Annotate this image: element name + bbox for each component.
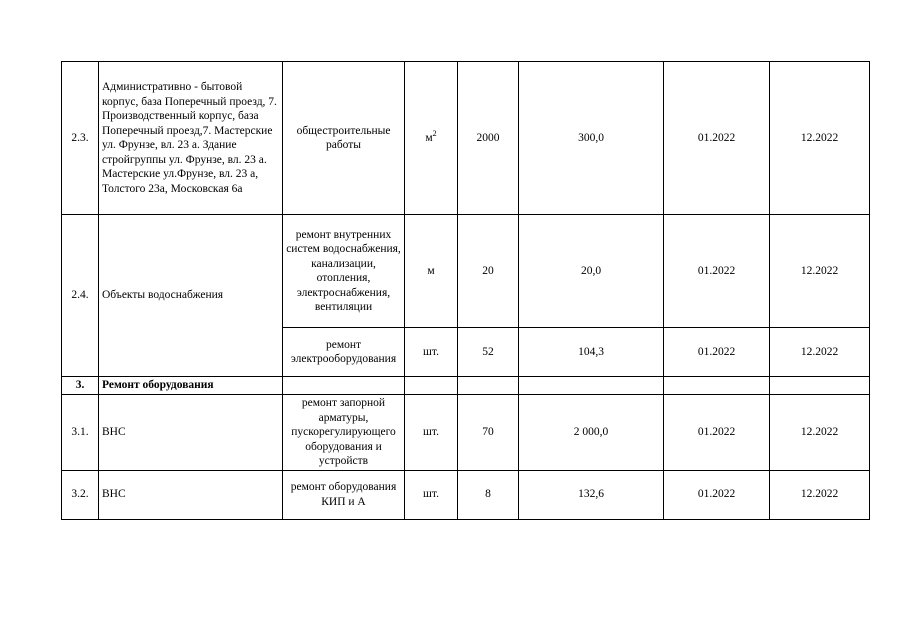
empty-cell [770, 377, 870, 395]
end-date: 12.2022 [770, 328, 870, 377]
quantity: 2000 [458, 62, 519, 215]
work-type: общестроительные работы [283, 62, 405, 215]
work-type: ремонт оборудования КИП и А [283, 470, 405, 519]
row-number: 3.1. [62, 395, 99, 471]
section-title: Ремонт оборудования [99, 377, 283, 395]
quantity: 8 [458, 470, 519, 519]
end-date: 12.2022 [770, 62, 870, 215]
unit-cell: шт. [405, 328, 458, 377]
row-number: 2.4. [62, 215, 99, 377]
section-header-row [62, 377, 870, 395]
table-row [62, 470, 870, 519]
cost: 2 000,0 [519, 395, 664, 471]
unit-superscript: 2 [432, 128, 437, 138]
table-row [62, 215, 870, 328]
work-type: ремонт внутренних систем водоснабжения, канализации, отопления, электроснабжения, вентиляции [283, 215, 405, 328]
work-type: ремонт запорной арматуры, пускорегулирующего оборудования и устройств [283, 395, 405, 471]
row-number: 2.3. [62, 62, 99, 215]
work-type: ремонт электрооборудования [283, 328, 405, 377]
start-date: 01.2022 [664, 328, 770, 377]
end-date: 12.2022 [770, 395, 870, 471]
end-date: 12.2022 [770, 215, 870, 328]
empty-cell [519, 377, 664, 395]
cost: 104,3 [519, 328, 664, 377]
empty-cell [405, 377, 458, 395]
start-date: 01.2022 [664, 62, 770, 215]
start-date: 01.2022 [664, 215, 770, 328]
cost: 132,6 [519, 470, 664, 519]
start-date: 01.2022 [664, 395, 770, 471]
unit-base: м [425, 131, 433, 144]
empty-cell [458, 377, 519, 395]
table-row [62, 62, 870, 215]
table-row [62, 395, 870, 471]
works-table [61, 61, 870, 520]
quantity: 52 [458, 328, 519, 377]
unit-cell [405, 62, 458, 215]
unit-cell: м [405, 215, 458, 328]
empty-cell [664, 377, 770, 395]
quantity: 70 [458, 395, 519, 471]
quantity: 20 [458, 215, 519, 328]
object-name: ВНС [99, 470, 283, 519]
start-date: 01.2022 [664, 470, 770, 519]
end-date: 12.2022 [770, 470, 870, 519]
row-number: 3.2. [62, 470, 99, 519]
object-name: Административно - бытовой корпус, база Поперечный проезд, 7. Производственный корпус, база Поперечный проезд,7. Мастерские ул. Фрунзе, вл. 23 а. Здание стройгруппы ул. Фрунзе, вл. 23 а. Мастерские ул.Фрунзе, вл. 23 а, Толстого 23а, Московская 6а [99, 62, 283, 215]
object-name: Объекты водоснабжения [99, 215, 283, 377]
object-name: ВНС [99, 395, 283, 471]
section-number: 3. [62, 377, 99, 395]
cost: 300,0 [519, 62, 664, 215]
unit-cell: шт. [405, 470, 458, 519]
empty-cell [283, 377, 405, 395]
cost: 20,0 [519, 215, 664, 328]
unit-cell: шт. [405, 395, 458, 471]
